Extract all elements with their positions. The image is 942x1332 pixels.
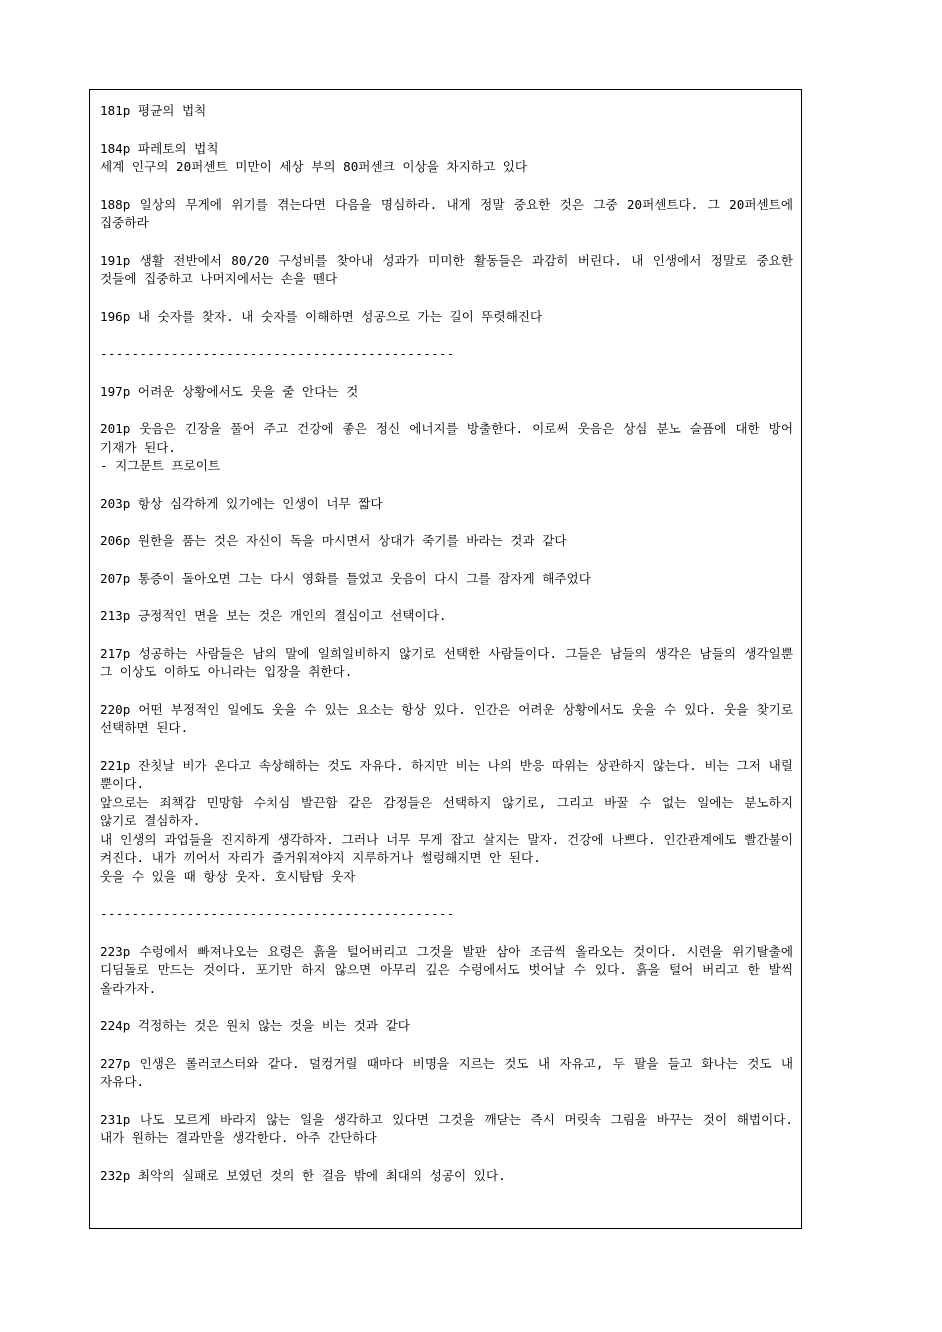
paragraph-gap (100, 401, 793, 420)
note-entry (100, 1055, 793, 1092)
paragraph-gap (100, 233, 793, 252)
note-entry (100, 532, 793, 551)
note-line: 220p 어떤 부정적인 일에도 웃을 수 있는 요소는 항상 있다. 인간은 어려운 상황에서도 웃을 수 있다. 웃을 찾기로 선택하면 된다. (100, 701, 793, 735)
note-line: 213p 긍정적인 면을 보는 것은 개인의 결심이고 선택이다. (100, 608, 447, 623)
note-line: 221p 잔칫날 비가 온다고 속상해하는 것도 자유다. 하지만 비는 나의 반응 따위는 상관하지 않는다. 비는 그저 내릴 뿐이다. (100, 757, 793, 791)
note-entry (100, 1017, 793, 1036)
note-entry (100, 252, 793, 289)
note-line: 184p 파레토의 법칙 (100, 140, 219, 156)
note-line: 224p 걱정하는 것은 원치 않는 것을 비는 것과 같다 (100, 1018, 410, 1033)
note-line: 203p 항상 심각하게 있기에는 인생이 너무 짧다 (100, 495, 383, 511)
paragraph-gap (100, 924, 793, 943)
section-divider: --------------------------------------------- (100, 346, 455, 361)
note-line: 188p 일상의 무게에 위기를 겪는다면 다음을 명심하라. 내게 정말 중요한 것은 그중 20퍼센트다. 그 20퍼센트에 집중하라 (100, 196, 793, 230)
note-entry (100, 1111, 793, 1148)
note-entry (100, 383, 793, 402)
paragraph-gap (100, 588, 793, 607)
document-page (89, 89, 802, 1229)
note-entry (100, 757, 793, 887)
note-line: 201p 웃음은 긴장을 풀어 주고 건강에 좋은 정신 에너지를 방출한다. 이로써 웃음은 상심 분노 슬픔에 대한 방어 기재가 된다. (100, 421, 793, 455)
note-line: 세계 인구의 20퍼센트 미만이 세상 부의 80퍼센크 이상을 차지하고 있다 (100, 159, 528, 174)
paragraph-gap (100, 1148, 793, 1167)
note-entry (100, 420, 793, 476)
note-line: 웃을 수 있을 때 항상 웃자. 호시탐탐 웃자 (100, 868, 356, 884)
note-line: 231p 나도 모르게 바라지 않는 일을 생각하고 있다면 그것을 깨닫는 즉시 머릿속 그림을 바꾸는 것이 해법이다. 내가 원하는 결과만을 생각한다. 아주 간단하다 (100, 1111, 793, 1145)
note-line: 내 인생의 과업들을 진지하게 생각하자. 그러나 너무 무게 잡고 살지는 말자. 건강에 나쁘다. 인간관계에도 빨간불이 켜진다. 내가 끼어서 자리가 즐거워져야지 지루하거나 썰렁해지면 안 된다. (100, 831, 793, 865)
note-entry (100, 607, 793, 626)
paragraph-gap (100, 682, 793, 701)
note-line: 223p 수렁에서 빠져나오는 요령은 흙을 털어버리고 그것을 발판 삼아 조금씩 올라오는 것이다. 시련을 위기탈출에 디딤돌로 만드는 것이다. 포기만 하지 않으면 아무리 깊은 수렁에서도 벗어날 수 있다. 흙을 털어 버리고 한 발씩 올라가자. (100, 943, 793, 996)
paragraph-gap (100, 626, 793, 645)
paragraph-gap (100, 551, 793, 570)
paragraph-gap (100, 998, 793, 1017)
note-line: 181p 평균의 법칙 (100, 103, 207, 118)
note-entry (100, 570, 793, 589)
paragraph-gap (100, 364, 793, 383)
note-line: 196p 내 숫자를 찾자. 내 숫자를 이해하면 성공으로 가는 길이 뚜렷해진다 (100, 308, 543, 324)
paragraph-gap (100, 886, 793, 905)
note-line: 232p 최악의 실패로 보였던 것의 한 걸음 밖에 최대의 성공이 있다. (100, 1167, 506, 1183)
paragraph-gap (100, 1036, 793, 1055)
note-line: 앞으로는 죄책감 민망함 수치심 발끈함 같은 감정들은 선택하지 않기로, 그리고 바꿀 수 없는 일에는 분노하지 않기로 결심하자. (100, 794, 793, 828)
paragraph-gap (100, 738, 793, 757)
paragraph-gap (100, 121, 793, 140)
paragraph-gap (100, 513, 793, 532)
note-entry (100, 645, 793, 682)
note-entry (100, 701, 793, 738)
paragraph-gap (100, 289, 793, 308)
note-entry (100, 943, 793, 999)
note-line: 207p 통증이 돌아오면 그는 다시 영화를 틀었고 웃음이 다시 그를 잠자게 해주었다 (100, 570, 591, 586)
note-line: - 지그문트 프로이트 (100, 458, 221, 473)
section-divider: --------------------------------------------- (100, 906, 455, 921)
paragraph-gap (100, 476, 793, 495)
note-entry (100, 102, 793, 121)
paragraph-gap (100, 1092, 793, 1111)
note-line: 227p 인생은 롤러코스터와 같다. 덜컹거릴 때마다 비명을 지르는 것도 내 자유고, 두 팔을 들고 화나는 것도 내 자유다. (100, 1055, 793, 1089)
paragraph-gap (100, 326, 793, 345)
note-entry (100, 308, 793, 327)
note-entry (100, 140, 793, 177)
paragraph-gap (100, 177, 793, 196)
note-line: 217p 성공하는 사람들은 남의 말에 일희일비하지 않기로 선택한 사람들이다. 그들은 남들의 생각은 남들의 생각일뿐 그 이상도 이하도 아니라는 입장을 취한다. (100, 645, 793, 679)
note-line: 197p 어려운 상황에서도 웃을 줄 안다는 것 (100, 383, 359, 399)
note-line: 206p 원한을 품는 것은 자신이 독을 마시면서 상대가 죽기를 바라는 것과 같다 (100, 533, 567, 548)
note-entry (100, 1167, 793, 1186)
note-entry (100, 196, 793, 233)
note-entry (100, 495, 793, 514)
note-line: 191p 생활 전반에서 80/20 구성비를 찾아내 성과가 미미한 활동들은 과감히 버린다. 내 인생에서 정말로 중요한 것들에 집중하고 나머지에서는 손을 뗀다 (100, 252, 793, 286)
